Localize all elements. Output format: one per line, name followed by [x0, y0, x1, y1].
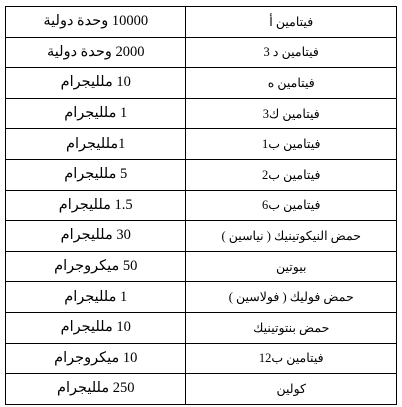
table-row — [6, 129, 397, 160]
table-row — [6, 7, 397, 38]
table-row — [6, 312, 397, 343]
amount-cell: 10 ملليجرام — [6, 312, 186, 343]
vitamin-name-cell: فيتامين أ — [186, 7, 397, 38]
amount-cell: 1 ملليجرام — [6, 282, 186, 313]
vitamin-name-cell: فيتامين ب12 — [186, 343, 397, 374]
table-row — [6, 282, 397, 313]
vitamin-name-cell: حمض النيكوتينيك ( نياسين ) — [186, 221, 397, 252]
table-row — [6, 374, 397, 405]
vitamin-name-cell: فيتامين ك3 — [186, 98, 397, 129]
amount-cell: 10 ميكروجرام — [6, 343, 186, 374]
vitamin-name-cell: فيتامين د 3 — [186, 37, 397, 68]
amount-cell: 5 ملليجرام — [6, 159, 186, 190]
vitamin-dosage-table — [5, 6, 397, 405]
table-row — [6, 343, 397, 374]
vitamin-name-cell: فيتامين ب6 — [186, 190, 397, 221]
table-row — [6, 68, 397, 99]
amount-cell: 1 ملليجرام — [6, 98, 186, 129]
table-row — [6, 251, 397, 282]
table-row — [6, 221, 397, 252]
vitamin-name-cell: فيتامين ب2 — [186, 159, 397, 190]
vitamin-name-cell: كولين — [186, 374, 397, 405]
amount-cell: 250 ملليجرام — [6, 374, 186, 405]
vitamin-name-cell: فيتامين ب1 — [186, 129, 397, 160]
table-row — [6, 190, 397, 221]
table-row — [6, 37, 397, 68]
amount-cell: 1.5 ملليجرام — [6, 190, 186, 221]
table-row — [6, 98, 397, 129]
vitamin-name-cell: حمض فوليك ( فولاسين ) — [186, 282, 397, 313]
vitamin-name-cell: حمض بنتوتينيك — [186, 312, 397, 343]
amount-cell: 50 ميكروجرام — [6, 251, 186, 282]
amount-cell: 30 ملليجرام — [6, 221, 186, 252]
table-row — [6, 159, 397, 190]
amount-cell: 10000 وحدة دولية — [6, 7, 186, 38]
amount-cell: 1ملليجرام — [6, 129, 186, 160]
vitamin-name-cell: بيوتين — [186, 251, 397, 282]
amount-cell: 10 ملليجرام — [6, 68, 186, 99]
vitamin-name-cell: فيتامين ه — [186, 68, 397, 99]
amount-cell: 2000 وحدة دولية — [6, 37, 186, 68]
